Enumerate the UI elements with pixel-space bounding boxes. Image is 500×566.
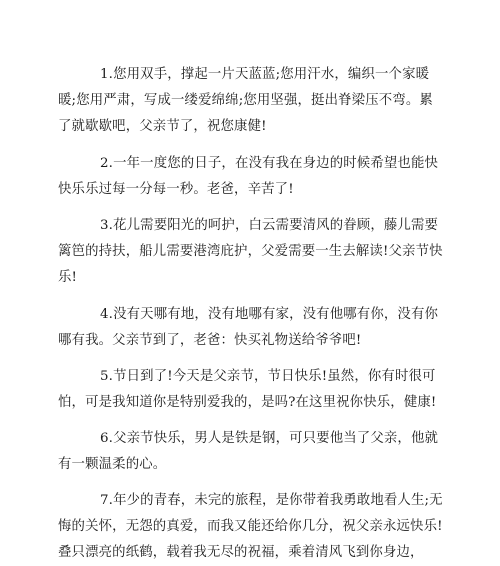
paragraph-2: 2.一年一度您的日子，在没有我在身边的时候希望也能快快乐乐过每一分每一秒。老爸，辛苦了! bbox=[58, 156, 439, 197]
paragraph-4: 4.没有天哪有地，没有地哪有家，没有他哪有你，没有你哪有我。父亲节到了，老爸：快买礼物送给爷爷吧! bbox=[58, 307, 439, 348]
paragraph-1: 1.您用双手，撑起一片天蓝蓝;您用汗水，编织一个家暖暖;您用严肃，写成一缕爱绵绵;您用坚强，挺出脊梁压不弯。累了就歇歇吧，父亲节了，祝您康健! bbox=[58, 67, 433, 134]
paragraph-3: 3.花儿需要阳光的呵护，白云需要清风的眷顾，藤儿需要篱笆的持扶，船儿需要港湾庇护，父爱需要一生去解读!父亲节快乐! bbox=[58, 218, 443, 285]
paragraph-5: 5.节日到了!今天是父亲节，节日快乐!虽然，你有时很可怕，可是我知道你是特别爱我的，是吗?在这里祝你快乐，健康! bbox=[58, 369, 437, 410]
paragraph-7: 7.年少的青春，未完的旅程，是你带着我勇敢地看人生;无悔的关怀，无怨的真爱，而我又能还给你几分，祝父亲永远快乐!叠只漂亮的纸鹤，载着我无尽的祝福，乘着清风飞到你身边， bbox=[58, 493, 443, 560]
paragraph-6: 6.父亲节快乐，男人是铁是钢，可只要他当了父亲，他就有一颗温柔的心。 bbox=[58, 431, 439, 472]
